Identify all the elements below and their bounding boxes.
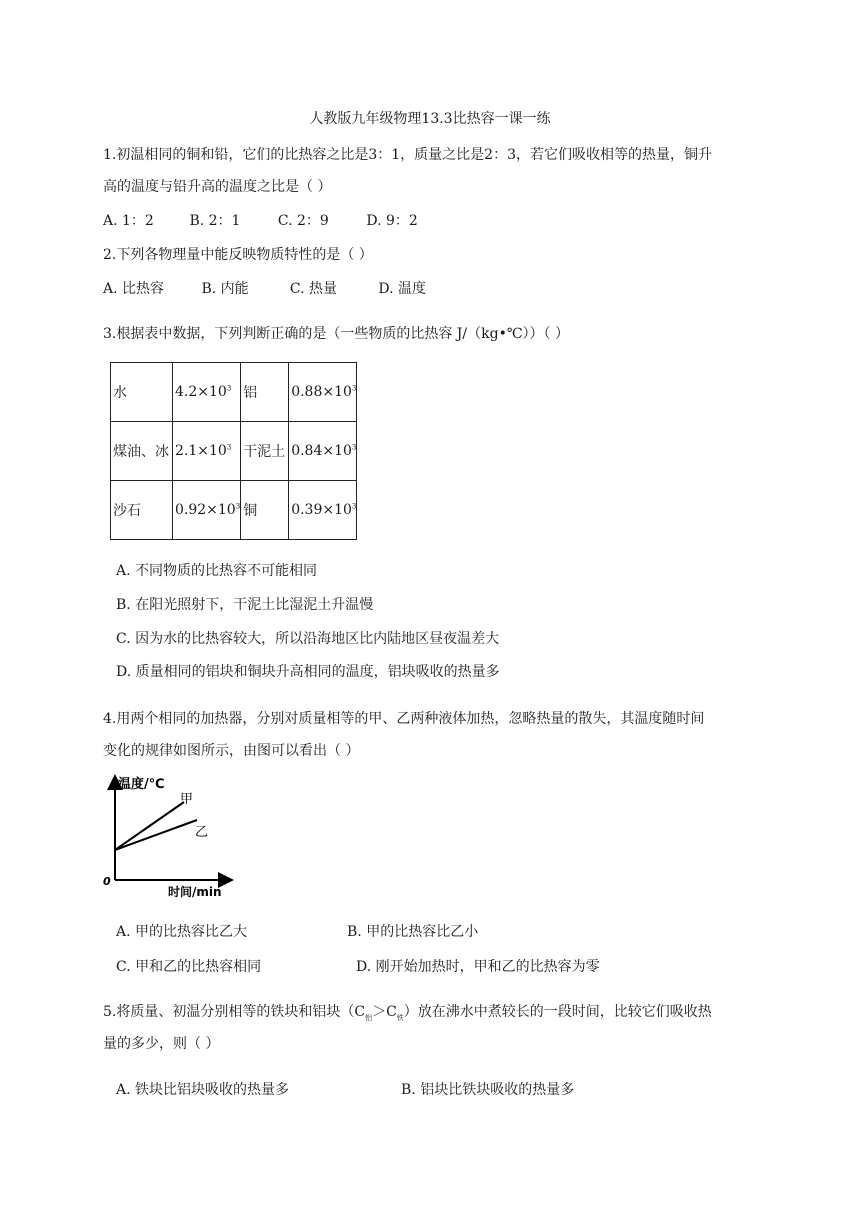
q1-option-b[interactable]: B. 2：1 [189,213,241,229]
table-row [111,363,357,422]
x-axis-label: 时间/min [168,885,222,898]
q2-options [103,279,426,299]
specific-heat-table [110,362,357,540]
table-cell: $0.88\times 10^3$ [289,363,357,422]
line-jia-label: 甲 [180,792,194,807]
table-row [111,481,357,540]
q3-option-d[interactable]: D. 质量相同的铝块和铜块升高相同的温度，铝块吸收的热量多 [116,664,500,680]
q1-stem-line1: 1.初温相同的铜和铅，它们的比热容之比是3：1，质量之比是2：3，若它们吸收相等的热量，铜升 [103,147,712,163]
table-cell: 煤油、冰 [111,422,173,481]
table-cell: 铜 [241,481,289,540]
q1-option-d[interactable]: D. 9：2 [366,213,418,229]
table-cell: 沙石 [111,481,173,540]
line-yi-label: 乙 [195,825,209,840]
q5-option-a[interactable]: A. 铁块比铝块吸收的热量多 [116,1082,290,1098]
q4-option-c[interactable]: C. 甲和乙的比热容相同 [116,959,262,975]
table-cell: 铝 [241,363,289,422]
q1-stem-line2: 高的温度与铅升高的温度之比是（ ） [103,179,332,195]
q2-stem: 2.下列各物理量中能反映物质特性的是（ ） [103,247,373,263]
q4-option-a[interactable]: A. 甲的比热容比乙大 [116,924,248,940]
q5-stem-line2: 量的多少，则（ ） [103,1036,220,1052]
q1-options [103,211,418,231]
q5-stem-line1: 5.将质量、初温分别相等的铁块和铝块$(C_铝>C_铁)$放在沸水中煮较长的一段时间，比较它们吸收热 [103,1004,712,1022]
q4-option-d[interactable]: D. 刚开始加热时，甲和乙的比热容为零 [356,959,600,975]
q1-option-a[interactable]: A. 1：2 [103,213,154,229]
line-yi [115,820,197,850]
y-axis-label: 温度/℃ [118,777,165,792]
q2-option-a[interactable]: A. 比热容 [103,281,165,297]
line-jia [115,802,184,850]
table-cell: $0.84\times 10^3$ [289,422,357,481]
table-cell: $0.92\times 10^3$ [173,481,241,540]
q4-stem-line1: 4.用两个相同的加热器，分别对质量相等的甲、乙两种液体加热，忽略热量的散失，其温度随时间 [103,711,705,727]
q5-option-b[interactable]: B. 铝块比铁块吸收的热量多 [401,1082,575,1098]
q4-option-b[interactable]: B. 甲的比热容比乙小 [347,924,479,940]
table-cell: 干泥土 [241,422,289,481]
q2-option-b[interactable]: B. 内能 [201,281,249,297]
table-cell: $0.39\times 10^3$ [289,481,357,540]
q3-option-c[interactable]: C. 因为水的比热容较大，所以沿海地区比内陆地区昼夜温差大 [116,631,500,647]
q3-stem: 3.根据表中数据，下列判断正确的是（一些物质的比热容 J/（kg•℃））（ ） [103,326,569,342]
q2-option-d[interactable]: D. 温度 [378,281,426,297]
origin-label: 0 [103,875,111,888]
q1-option-c[interactable]: C. 2：9 [277,213,329,229]
table-cell: $4.2\times 10^3$ [173,363,241,422]
table-row [111,422,357,481]
q3-option-a[interactable]: A. 不同物质的比热容不可能相同 [116,563,318,579]
document-title: 人教版九年级物理13.3比热容一课一练 [309,111,551,127]
q4-stem-line2: 变化的规律如图所示，由图可以看出（ ） [103,743,360,759]
q3-option-b[interactable]: B. 在阳光照射下，干泥土比湿泥土升温慢 [116,597,374,613]
table-cell: $2.1\times 10^3$ [173,422,241,481]
q2-option-c[interactable]: C. 热量 [289,281,338,297]
table-cell: 水 [111,363,173,422]
temperature-time-graph [100,772,240,898]
